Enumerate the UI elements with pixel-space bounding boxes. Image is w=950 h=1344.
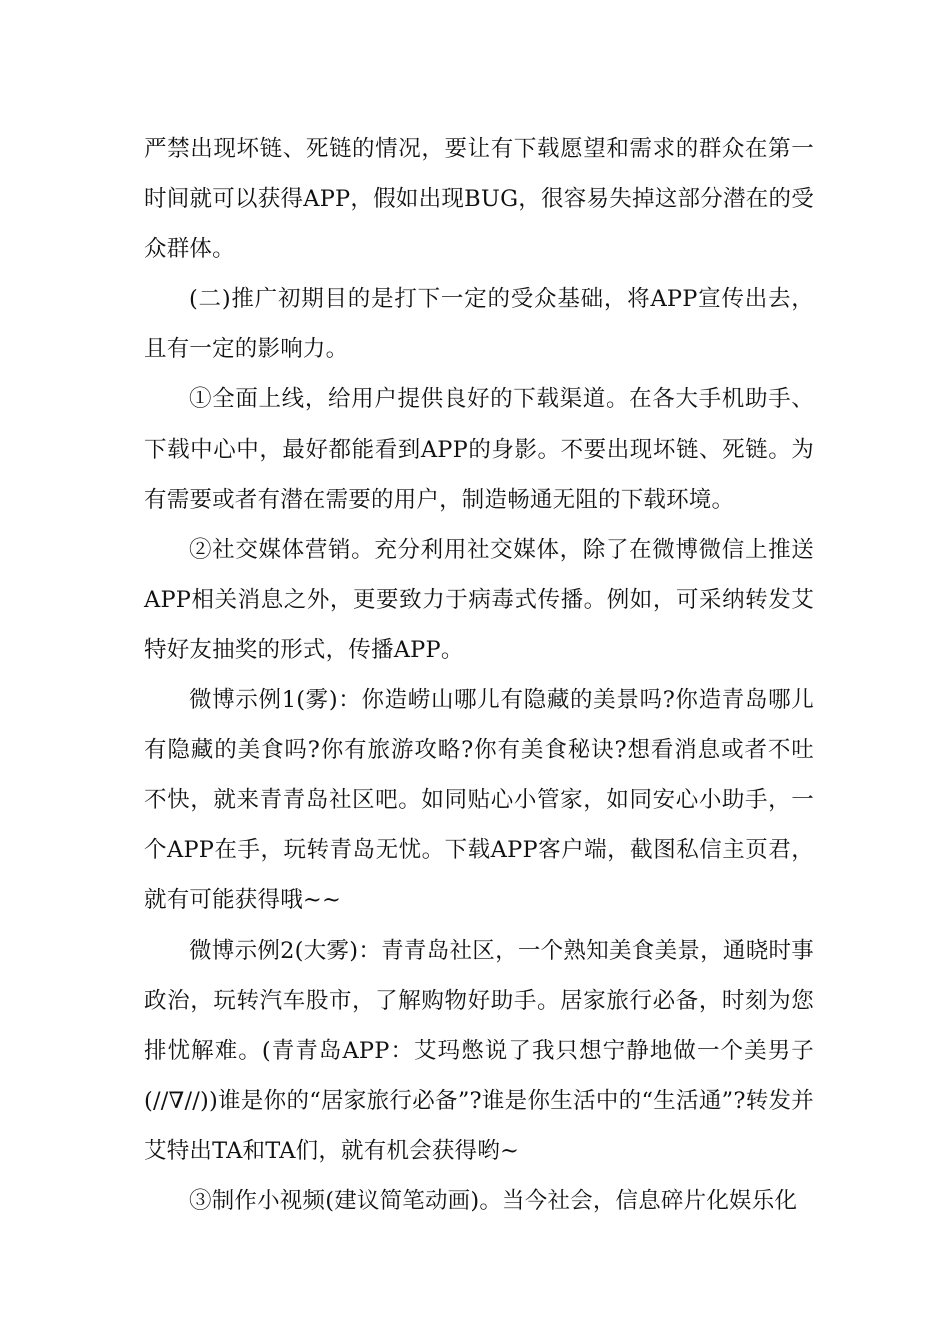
paragraph-item-one: ①全面上线，给用户提供良好的下载渠道。在各大手机助手、下载中心中，最好都能看到APP的身影。不要出现坏链、死链。为有需要或者有潜在需要的用户，制造畅通无阻的下载环境。 [144, 386, 814, 513]
paragraph-section-two: (二)推广初期目的是打下一定的受众基础，将APP宣传出去，且有一定的影响力。 [144, 286, 814, 363]
paragraph-continuation: 严禁出现坏链、死链的情况，要让有下载愿望和需求的群众在第一时间就可以获得APP，假如出现BUG，很容易失掉这部分潜在的受众群体。 [144, 136, 814, 263]
document-body [144, 124, 814, 1226]
paragraph-item-three: ③制作小视频(建议简笔动画)。当今社会，信息碎片化娱乐化 [189, 1187, 798, 1214]
paragraph-weibo-example-two: 微博示例2(大雾)：青青岛社区，一个熟知美食美景，通晓时事政治，玩转汽车股市，了解购物好助手。居家旅行必备，时刻为您排忧解难。(青青岛APP：艾玛憋说了我只想宁静地做一个美男子(//∇//))谁是你的“居家旅行必备”?谁是你生活中的“生活通”?转发并艾特出TA和TA们，就有机会获得哟~ [144, 937, 814, 1164]
paragraph-item-two: ②社交媒体营销。充分利用社交媒体，除了在微博微信上推送APP相关消息之外，更要致力于病毒式传播。例如，可采纳转发艾特好友抽奖的形式，传播APP。 [144, 536, 814, 663]
paragraph-weibo-example-one: 微博示例1(雾)：你造崂山哪儿有隐藏的美景吗?你造青岛哪儿有隐藏的美食吗?你有旅游攻略?你有美食秘诀?想看消息或者不吐不快，就来青青岛社区吧。如同贴心小管家，如同安心小助手，一个APP在手，玩转青岛无忧。下载APP客户端，截图私信主页君，就有可能获得哦~~ [144, 687, 814, 914]
